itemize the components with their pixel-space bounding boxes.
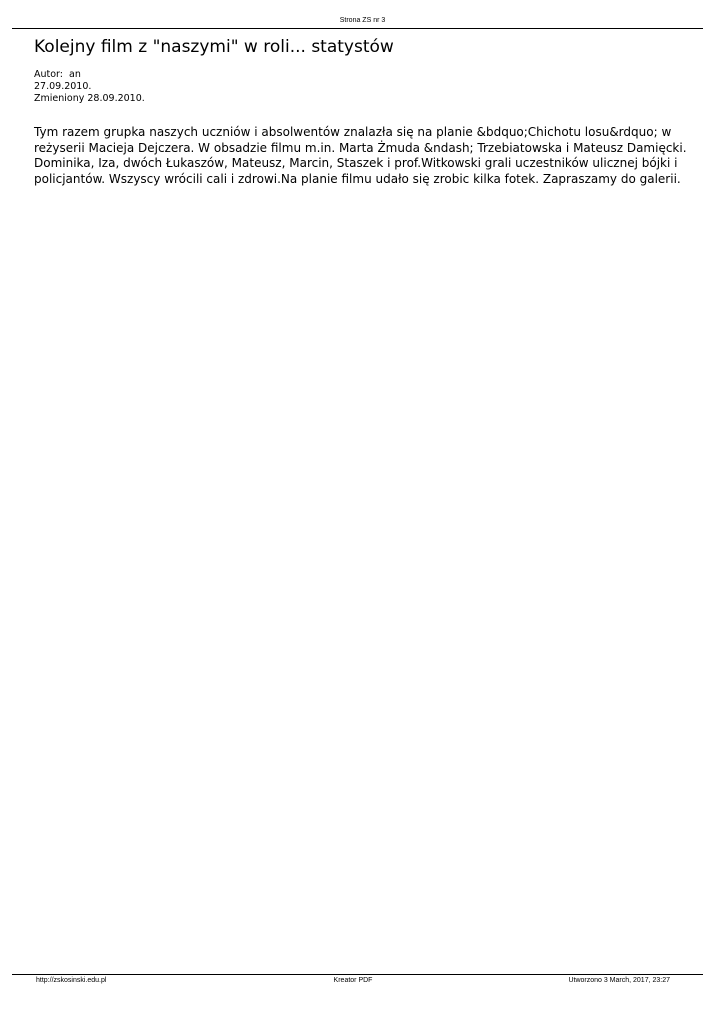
footer-generator: Kreator PDF — [333, 977, 373, 984]
footer-created-date: Utworzono 3 March, 2017, 23:27 — [568, 977, 670, 984]
author-name: an — [69, 69, 81, 80]
author-label: Autor: — [34, 69, 63, 80]
header-divider — [12, 28, 703, 29]
publish-date: 27.09.2010. — [34, 81, 92, 92]
modified-date: Zmieniony 28.09.2010. — [34, 93, 145, 104]
page-header-title: Strona ZS nr 3 — [339, 17, 386, 24]
footer-divider — [12, 974, 703, 975]
article-body: Tym razem grupka naszych uczniów i absolwentów znalazła się na planie &bdquo;Chichotu losu&rdquo; w reżyserii Macieja Dejczera. W obsadzie filmu m.in. Marta Żmuda &ndash; Trzebiatowska i Mateusz Damięcki. Dominika, Iza, dwóch Łukaszów, Mateusz, Marcin, Staszek i prof.Witkowski grali uczestników ulicznej bójki i policjantów. Wszyscy wrócili cali i zdrowi.Na planie filmu udało się zrobic kilka fotek. Zapraszamy do galerii. — [34, 125, 687, 186]
page-footer — [36, 976, 670, 986]
footer-url: http://zskosinski.edu.pl — [36, 977, 107, 984]
article-meta — [34, 69, 145, 105]
author-line — [34, 69, 145, 81]
article-title: Kolejny film z "naszymi" w roli... statystów — [34, 37, 394, 57]
